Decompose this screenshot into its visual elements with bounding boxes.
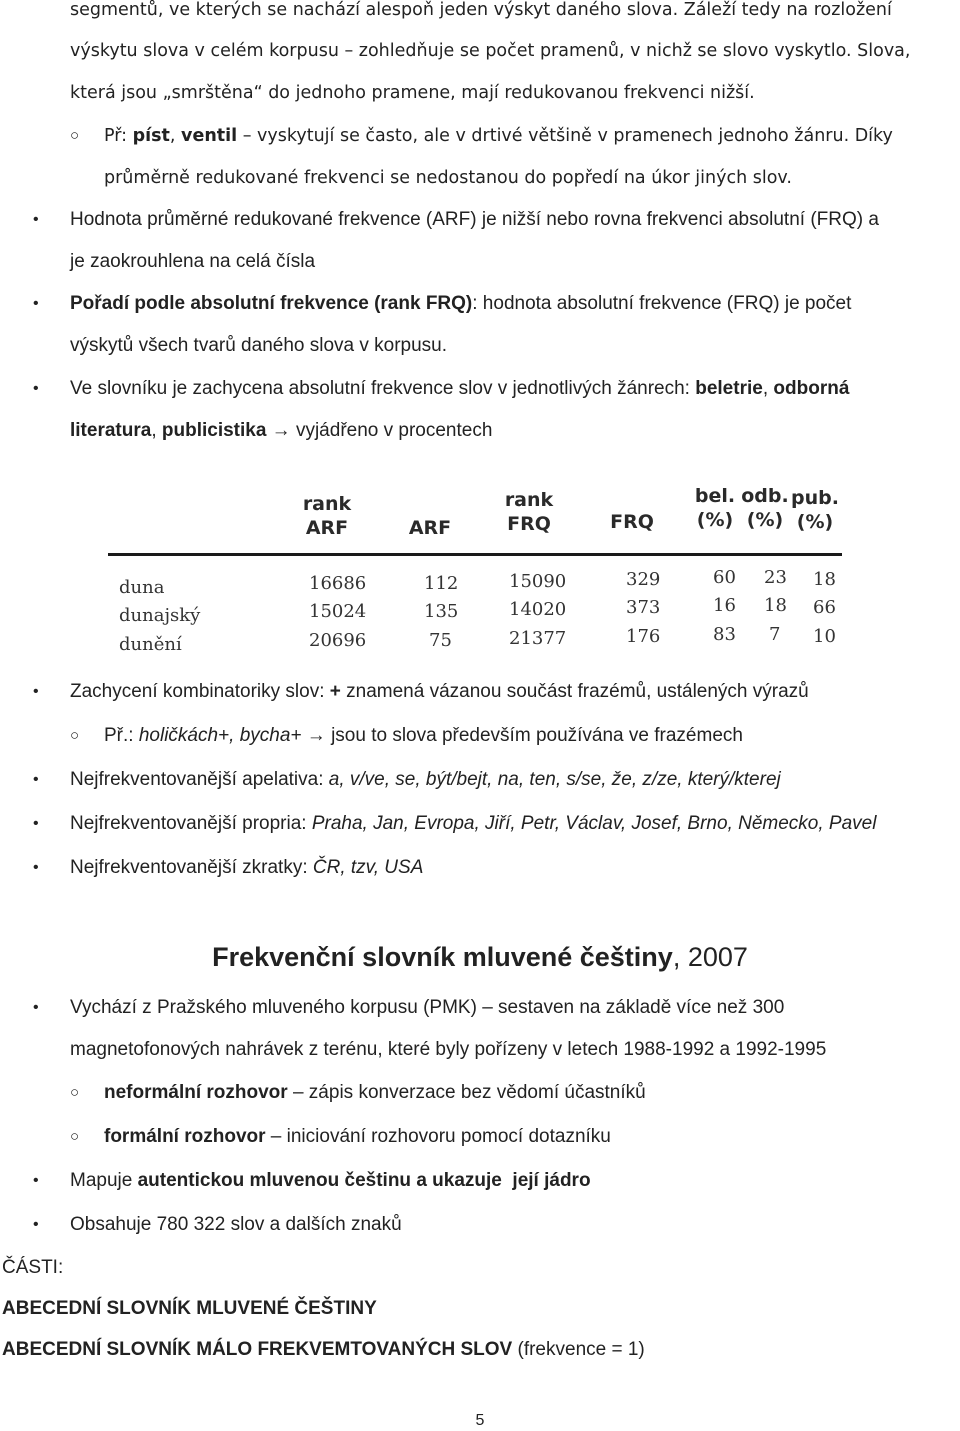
table-header: ARF (408, 517, 452, 539)
bullet-icon: • (33, 771, 39, 788)
bullet-icon: • (33, 1172, 39, 1189)
apelativa-line: Nejfrekventovanější apelativa: a, v/ve, se, být/bejt, na, ten, s/se, že, z/ze, který/kterej (70, 769, 781, 790)
table-cell: 23 (764, 567, 787, 588)
table-rule (108, 553, 842, 556)
table-cell: 83 (713, 624, 736, 645)
bullet-icon: • (33, 1216, 39, 1233)
example-line: průměrně redukované frekvenci se nedostanou do popředí na úkor jiných slov. (104, 168, 792, 188)
maps-line: Mapuje autentickou mluvenou češtinu a ukazuje její jádro (70, 1170, 591, 1191)
table-header: pub. (%) (791, 487, 839, 533)
table-header: odb. (%) (741, 485, 789, 531)
table-cell: 60 (713, 567, 736, 588)
circle-bullet-icon: ○ (70, 1084, 80, 1101)
bullet-icon: • (33, 211, 39, 228)
table-cell: 21377 (509, 628, 567, 649)
bullet-icon: • (33, 859, 39, 876)
table-cell: 18 (764, 595, 787, 616)
table-cell: dunajský (119, 605, 201, 626)
table-cell: dunění (119, 634, 182, 655)
paragraph-line: výskytu slova v celém korpusu – zohledňuje se počet pramenů, v nichž se slovo vyskytlo. Slova, (70, 41, 911, 61)
table-header: rank ARF (302, 493, 352, 539)
part-item: ABECEDNÍ SLOVNÍK MLUVENÉ ČEŠTINY (2, 1298, 377, 1319)
bullet-icon: • (33, 295, 39, 312)
frequency-table-scan (105, 478, 845, 662)
table-cell: duna (119, 577, 165, 598)
contains-line: Obsahuje 780 322 slov a dalších znaků (70, 1214, 402, 1235)
circle-bullet-icon: ○ (70, 727, 80, 744)
example-line: Př: píst, ventil – vyskytují se často, ale v drtivé většině v pramenech jednoho žánru. Díky (104, 126, 893, 146)
table-cell: 10 (813, 626, 836, 647)
table-cell: 329 (626, 569, 661, 590)
parts-label: ČÁSTI: (2, 1257, 64, 1278)
paragraph-line: segmentů, ve kterých se nachází alespoň jeden výskyt daného slova. Záleží tedy na rozložení (70, 0, 892, 20)
table-header: FRQ (610, 511, 654, 533)
table-cell: 135 (424, 601, 459, 622)
table-cell: 16 (713, 595, 736, 616)
arf-line: je zaokrouhlena na celá čísla (70, 251, 316, 272)
pmk-line: magnetofonových nahrávek z terénu, které byly pořízeny v letech 1988-1992 a 1992-1995 (70, 1039, 827, 1060)
table-cell: 16686 (309, 573, 367, 594)
bullet-icon: • (33, 380, 39, 397)
table-cell: 373 (626, 597, 661, 618)
table-cell: 14020 (509, 599, 567, 620)
informal-line: neformální rozhovor – zápis konverzace bez vědomí účastníků (104, 1082, 646, 1103)
paragraph-line: která jsou „smrštěna“ do jednoho pramene, mají redukovanou frekvenci nižší. (70, 83, 755, 103)
table-header: bel. (%) (694, 485, 736, 531)
page-number: 5 (475, 1412, 485, 1429)
table-cell: 112 (424, 573, 459, 594)
table-cell: 15090 (509, 571, 567, 592)
table-cell: 176 (626, 626, 661, 647)
table-cell: 18 (813, 569, 836, 590)
part-item: ABECEDNÍ SLOVNÍK MÁLO FREKVEMTOVANÝCH SLOV (frekvence = 1) (2, 1339, 645, 1360)
table-cell: 75 (429, 630, 452, 651)
combinatorics-example: Př.: holičkách+, bycha+ → jsou to slova především používána ve frazémech (104, 725, 743, 746)
circle-bullet-icon: ○ (70, 1128, 80, 1145)
section-title: Frekvenční slovník mluvené češtiny, 2007 (212, 942, 748, 972)
bullet-icon: • (33, 683, 39, 700)
bullet-icon: • (33, 999, 39, 1016)
table-cell: 7 (769, 624, 781, 645)
bullet-icon: • (33, 815, 39, 832)
pmk-line: Vychází z Pražského mluveného korpusu (PMK) – sestaven na základě více než 300 (70, 997, 785, 1018)
table-header: rank FRQ (504, 489, 554, 535)
arf-line: Hodnota průměrné redukované frekvence (ARF) je nižší nebo rovna frekvenci absolutní (FRQ) a (70, 209, 879, 230)
table-cell: 66 (813, 597, 836, 618)
propria-line: Nejfrekventovanější propria: Praha, Jan, Evropa, Jiří, Petr, Václav, Josef, Brno, Německo, Pavel (70, 813, 877, 834)
circle-bullet-icon: ○ (70, 127, 80, 144)
abbreviations-line: Nejfrekventovanější zkratky: ČR, tzv, USA (70, 857, 424, 878)
genre-line: literatura, publicistika → vyjádřeno v procentech (70, 420, 493, 441)
formal-line: formální rozhovor – iniciování rozhovoru pomocí dotazníku (104, 1126, 611, 1147)
table-cell: 15024 (309, 601, 367, 622)
combinatorics-line: Zachycení kombinatoriky slov: + znamená vázanou součást frazémů, ustálených výrazů (70, 681, 809, 702)
rank-line: výskytů všech tvarů daného slova v korpusu. (70, 335, 448, 356)
genre-line: Ve slovníku je zachycena absolutní frekvence slov v jednotlivých žánrech: beletrie, odborná (70, 378, 850, 399)
rank-line: Pořadí podle absolutní frekvence (rank FRQ): hodnota absolutní frekvence (FRQ) je počet (70, 293, 852, 314)
table-cell: 20696 (309, 630, 367, 651)
